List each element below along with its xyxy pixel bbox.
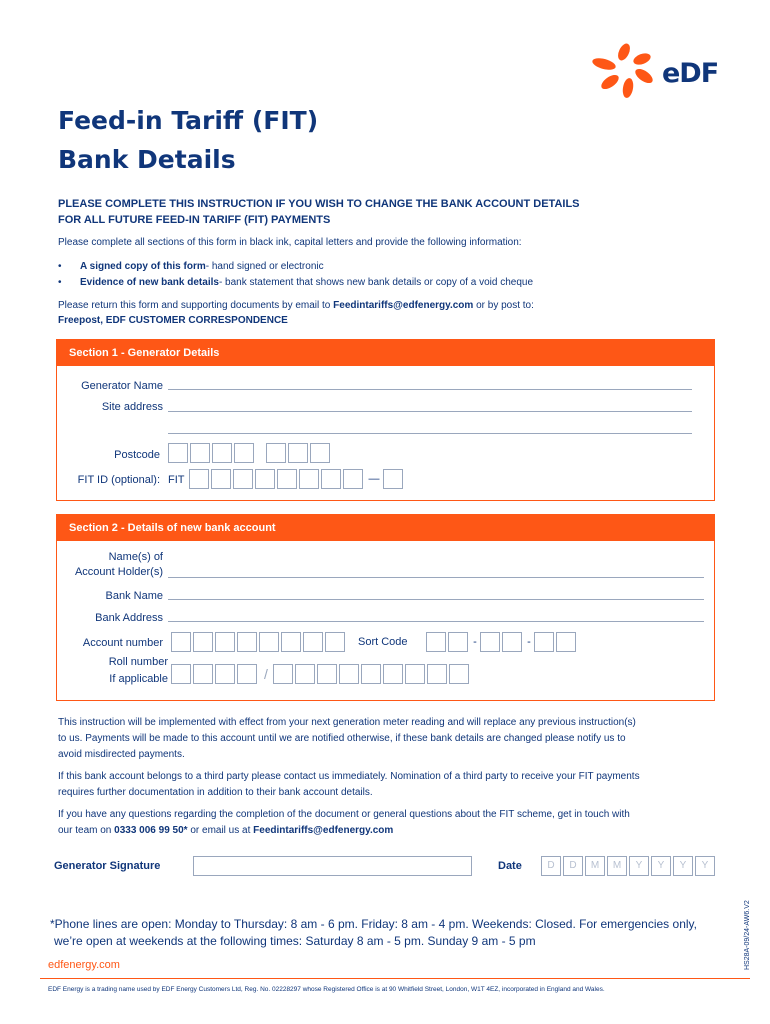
roll-number-box[interactable] <box>215 664 235 684</box>
website-link[interactable]: edfenergy.com <box>48 959 120 971</box>
date-box[interactable]: M <box>607 856 627 876</box>
account-number-label: Account number <box>82 637 163 649</box>
postcode-box[interactable] <box>212 443 232 463</box>
account-number-box[interactable] <box>325 632 345 652</box>
roll-number-box[interactable] <box>361 664 381 684</box>
fit-prefix: FIT <box>168 474 185 486</box>
fit-id-box[interactable] <box>321 469 341 489</box>
phone-hours-line2: we’re open at weekends at the following times: Saturday 8 am - 5 pm. Sunday 9 am - 5 pm <box>54 934 536 948</box>
bullet-text: - hand signed or electronic <box>205 261 324 272</box>
intro-instruction: Please complete all sections of this form in black ink, capital letters and provide the following information: <box>58 237 522 248</box>
date-box[interactable]: Y <box>673 856 693 876</box>
date-box[interactable]: D <box>541 856 561 876</box>
notes-paragraph-3 <box>58 807 630 839</box>
roll-number-box[interactable] <box>449 664 469 684</box>
brand-name: eDF <box>662 58 719 89</box>
roll-number-box[interactable] <box>317 664 337 684</box>
freepost-address: Freepost, EDF CUSTOMER CORRESPONDENCE <box>58 315 288 326</box>
generator-name-label: Generator Name <box>81 380 163 392</box>
sort-code-box[interactable] <box>480 632 500 652</box>
roll-number-box[interactable] <box>405 664 425 684</box>
page-subtitle: Bank Details <box>58 145 236 174</box>
sort-code-label: Sort Code <box>358 636 408 648</box>
account-number-field[interactable] <box>171 632 347 652</box>
sort-code-separator: - <box>473 636 477 648</box>
contact-email-link[interactable]: Feedintariffs@edfenergy.com <box>253 825 394 836</box>
notes-p2-line1: If this bank account belongs to a third party please contact us immediately. Nomination of a third party to receive your FIT payments <box>58 771 640 782</box>
date-box[interactable]: Y <box>695 856 715 876</box>
return-post-text: or by post to: <box>473 300 534 311</box>
roll-number-box[interactable] <box>273 664 293 684</box>
bullet-icon: • <box>58 261 62 272</box>
fit-id-box[interactable] <box>277 469 297 489</box>
postcode-box[interactable] <box>288 443 308 463</box>
sort-code-box[interactable] <box>556 632 576 652</box>
bank-name-label: Bank Name <box>105 590 163 602</box>
bullet-icon: • <box>58 277 62 288</box>
date-box[interactable]: M <box>585 856 605 876</box>
postcode-box[interactable] <box>266 443 286 463</box>
notes-p3-line2 <box>58 823 630 839</box>
roll-number-label-line1: Roll number <box>108 656 168 668</box>
fit-id-box[interactable] <box>189 469 209 489</box>
postcode-field[interactable] <box>168 443 332 463</box>
postcode-box[interactable] <box>190 443 210 463</box>
fit-id-box[interactable] <box>233 469 253 489</box>
roll-number-label-line2: If applicable <box>109 673 168 685</box>
site-address-field-line2[interactable] <box>168 433 692 434</box>
date-box[interactable]: D <box>563 856 583 876</box>
intro-heading-line1: PLEASE COMPLETE THIS INSTRUCTION IF YOU WISH TO CHANGE THE BANK ACCOUNT DETAILS <box>58 198 580 210</box>
fit-id-box[interactable] <box>383 469 403 489</box>
signature-label: Generator Signature <box>54 860 161 872</box>
roll-number-box[interactable] <box>295 664 315 684</box>
bank-address-label: Bank Address <box>95 612 163 624</box>
account-number-box[interactable] <box>171 632 191 652</box>
section2-title: Section 2 - Details of new bank account <box>57 515 714 541</box>
roll-number-box[interactable] <box>339 664 359 684</box>
fit-id-field[interactable] <box>189 469 405 489</box>
notes-paragraph-2 <box>58 769 640 801</box>
notes-paragraph-1 <box>58 715 636 763</box>
contact-phone: 0333 006 99 50* <box>114 825 188 836</box>
section1-title: Section 1 - Generator Details <box>57 340 714 366</box>
list-item <box>58 259 533 275</box>
form-code: HS28A-09/24-AW6.V2 <box>744 900 751 970</box>
legal-text: EDF Energy is a trading name used by EDF Energy Customers Ltd, Reg. No. 02228297 whose Registered Office is at 90 Whitfield Street, London, W1T 4EZ, incorporated in England and Wales. <box>48 986 605 993</box>
sort-code-field[interactable] <box>426 632 578 652</box>
roll-number-box[interactable] <box>383 664 403 684</box>
site-address-label: Site address <box>101 401 163 413</box>
fit-id-separator: — <box>368 473 380 485</box>
notes-p1-line2: to us. Payments will be made to this account until we are notified otherwise, if these bank details are changed please notify us to <box>58 733 626 744</box>
roll-number-box[interactable] <box>171 664 191 684</box>
sort-code-box[interactable] <box>502 632 522 652</box>
intro-heading <box>58 196 698 228</box>
list-item <box>58 275 533 291</box>
bullet-bold: Evidence of new bank details <box>80 277 219 288</box>
sort-code-box[interactable] <box>534 632 554 652</box>
notes-p3-line1: If you have any questions regarding the completion of the document or general questions about the FIT scheme, get in touch with <box>58 809 630 820</box>
phone-hours-note <box>50 916 697 950</box>
return-instructions <box>58 298 534 314</box>
footer-divider <box>40 978 750 979</box>
account-holder-field[interactable] <box>168 577 704 578</box>
notes-p3-mid: or email us at <box>187 825 254 836</box>
roll-number-slash: / <box>264 666 268 682</box>
account-number-box[interactable] <box>193 632 213 652</box>
requirements-list <box>58 259 533 291</box>
roll-number-box[interactable] <box>237 664 257 684</box>
page-title: Feed-in Tariff (FIT) <box>58 106 319 135</box>
bank-name-field[interactable] <box>168 599 704 600</box>
sort-code-box[interactable] <box>448 632 468 652</box>
roll-number-field[interactable] <box>171 664 471 684</box>
postcode-box[interactable] <box>234 443 254 463</box>
account-number-box[interactable] <box>281 632 301 652</box>
bank-address-field[interactable] <box>168 621 704 622</box>
phone-hours-line1: *Phone lines are open: Monday to Thursday: 8 am - 6 pm. Friday: 8 am - 4 pm. Weekends: Closed. For emergencies only, <box>50 917 697 931</box>
generator-name-field[interactable] <box>168 389 692 390</box>
fit-id-label: FIT ID (optional): <box>77 474 160 486</box>
intro-heading-line2: FOR ALL FUTURE FEED-IN TARIFF (FIT) PAYMENTS <box>58 214 331 226</box>
notes-p2-line2: requires further documentation in addition to their bank account details. <box>58 787 373 798</box>
notes-p1-line1: This instruction will be implemented with effect from your next generation meter reading and will replace any previous instruction(s) <box>58 717 636 728</box>
site-address-field[interactable] <box>168 411 692 412</box>
fit-id-box[interactable] <box>299 469 319 489</box>
roll-number-box[interactable] <box>193 664 213 684</box>
return-email-link[interactable]: Feedintariffs@edfenergy.com <box>333 300 474 311</box>
notes-p3-pre: our team on <box>58 825 115 836</box>
notes-p1-line3: avoid misdirected payments. <box>58 749 185 760</box>
bullet-text: - bank statement that shows new bank details or copy of a void cheque <box>218 277 534 288</box>
date-label: Date <box>498 860 522 872</box>
postcode-box[interactable] <box>310 443 330 463</box>
account-number-box[interactable] <box>303 632 323 652</box>
bullet-bold: A signed copy of this form <box>80 261 206 272</box>
fit-id-box[interactable] <box>255 469 275 489</box>
postcode-label: Postcode <box>114 449 160 461</box>
sort-code-separator: - <box>527 636 531 648</box>
signature-field[interactable] <box>193 856 472 876</box>
return-text: Please return this form and supporting documents by email to <box>58 300 334 311</box>
date-box[interactable]: Y <box>651 856 671 876</box>
postcode-box[interactable] <box>168 443 188 463</box>
account-holder-label-line1: Name(s) of <box>108 551 163 563</box>
account-number-box[interactable] <box>259 632 279 652</box>
fit-id-box[interactable] <box>343 469 363 489</box>
account-number-box[interactable] <box>237 632 257 652</box>
fit-id-box[interactable] <box>211 469 231 489</box>
account-number-box[interactable] <box>215 632 235 652</box>
date-field[interactable] <box>541 856 717 876</box>
sort-code-box[interactable] <box>426 632 446 652</box>
account-holder-label-line2: Account Holder(s) <box>74 566 163 578</box>
roll-number-box[interactable] <box>427 664 447 684</box>
date-box[interactable]: Y <box>629 856 649 876</box>
